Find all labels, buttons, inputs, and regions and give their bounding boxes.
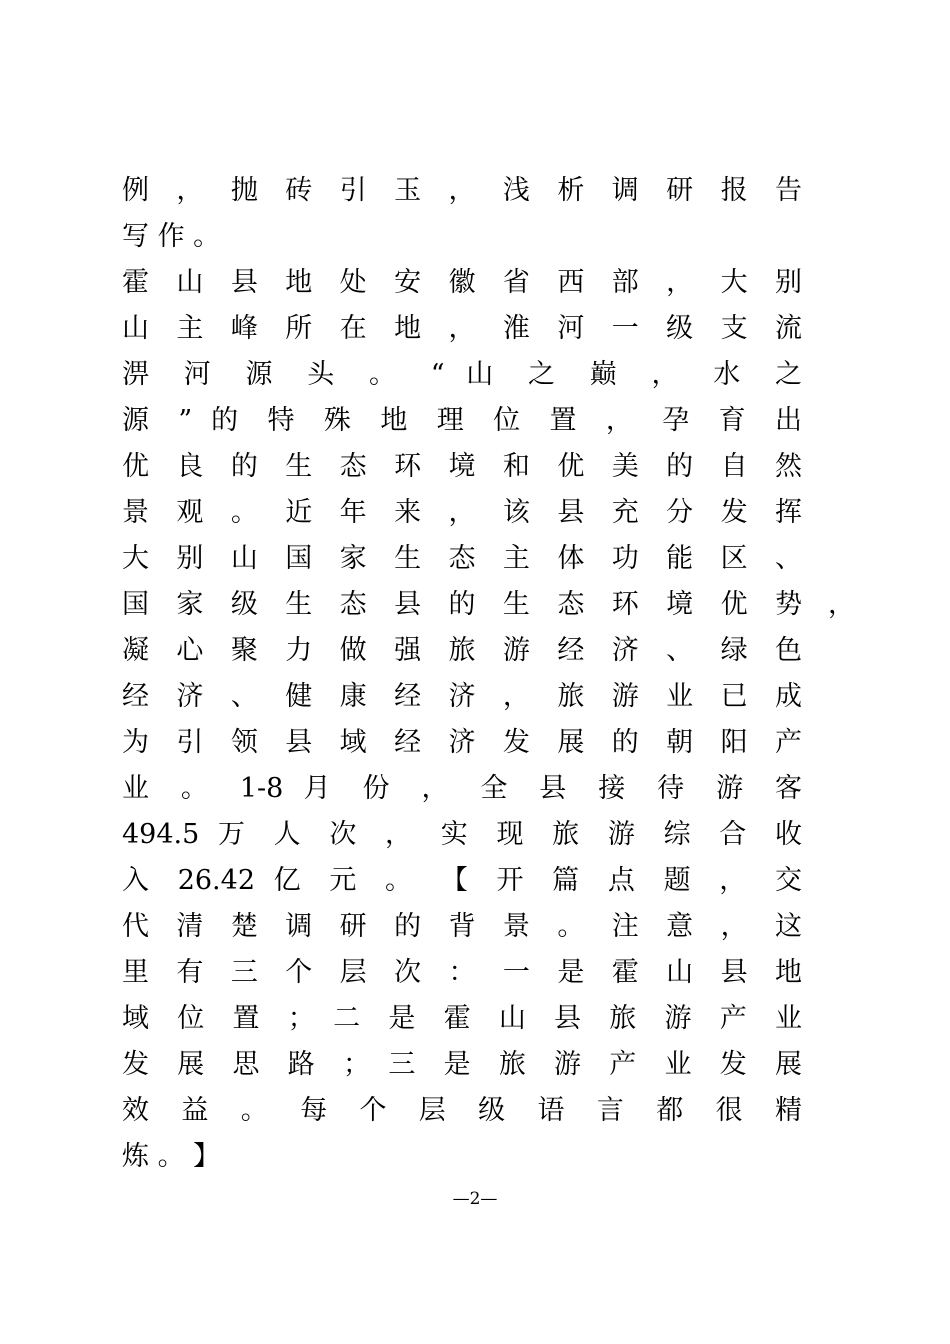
text-line: 国 家 级 生 态 县 的 生 态 环 境 优 势: [122, 589, 802, 620]
page-number: —2—: [452, 1189, 498, 1209]
text-line: 发 展 思 路 ； 三 是 旅 游 产 业 发 展: [122, 1049, 802, 1080]
text-line: 源 ” 的 特 殊 地 理 位 置 ， 孕 育 出: [122, 405, 802, 436]
text-line: 里 有 三 个 层 次 ： 一 是 霍 山 县 地: [122, 957, 802, 988]
text-line: 代 清 楚 调 研 的 背 景 。 注 意 ， 这: [122, 911, 802, 942]
text-line: 域 位 置 ； 二 是 霍 山 县 旅 游 产 业: [122, 1003, 802, 1034]
text-line: 淠 河 源 头 。 “ 山 之 巅 ， 水 之: [122, 359, 802, 390]
text-line: 优 良 的 生 态 环 境 和 优 美 的 自 然: [122, 451, 802, 482]
text-line: 炼 。 】: [122, 1141, 221, 1172]
text-line: 经 济 、 健 康 经 济 ， 旅 游 业 已 成: [122, 681, 802, 712]
text-line: 景 观 。 近 年 来 ， 该 县 充 分 发 挥: [122, 497, 802, 528]
text-line: 霍 山 县 地 处 安 徽 省 西 部 ， 大 别: [122, 267, 802, 298]
text-line: 凝 心 聚 力 做 强 旅 游 经 济 、 绿 色: [122, 635, 802, 666]
text-line: 494.5 万 人 次 ， 实 现 旅 游 综 合 收: [122, 819, 802, 850]
text-line: 大 别 山 国 家 生 态 主 体 功 能 区 、: [122, 543, 802, 574]
text-line: 山 主 峰 所 在 地 ， 淮 河 一 级 支 流: [122, 313, 802, 344]
text-line: 为 引 领 县 域 经 济 发 展 的 朝 阳 产: [122, 727, 802, 758]
text-line: 业 。 1-8 月 份 ， 全 县 接 待 游 客: [122, 773, 802, 804]
text-line: 例 ， 抛 砖 引 玉 ， 浅 析 调 研 报 告: [122, 175, 802, 206]
text-line: 写 作 。: [122, 221, 221, 252]
text-line: 入 26.42 亿 元 。 【 开 篇 点 题 ， 交: [122, 865, 802, 896]
text-line: 效 益 。 每 个 层 级 语 言 都 很 精: [122, 1095, 802, 1126]
overhang-punctuation: ，: [828, 589, 855, 620]
